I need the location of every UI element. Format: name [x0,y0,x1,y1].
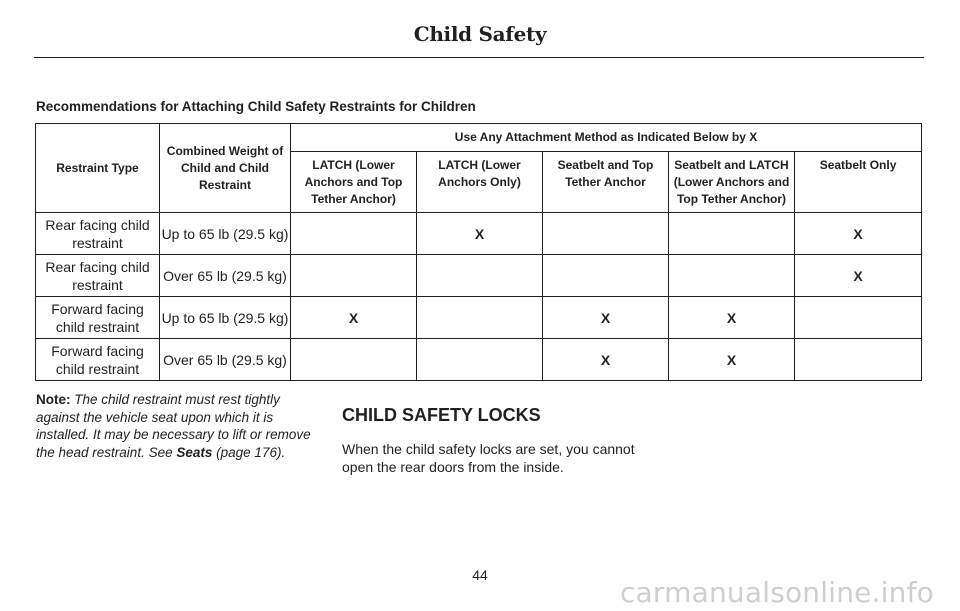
restraint-type-cell: Rear facing child restraint [36,213,160,255]
table-caption: Recommendations for Attaching Child Safety Restraints for Children [36,99,476,114]
header-restraint-type: Restraint Type [36,124,160,213]
method-mark-cell [795,339,922,381]
method-mark-cell [291,255,417,297]
table-row [36,213,922,255]
header-method: Seatbelt Only [795,152,922,213]
weight-cell: Up to 65 lb (29.5 kg) [160,213,291,255]
header-method: LATCH (Lower Anchors and Top Tether Anchor) [291,152,417,213]
method-mark-cell [417,297,543,339]
method-mark-cell [417,255,543,297]
method-mark-cell: X [543,339,669,381]
table-row [36,255,922,297]
page-title: Child Safety [413,22,547,46]
method-mark-cell: X [669,339,795,381]
header-method: LATCH (Lower Anchors Only) [417,152,543,213]
method-mark-cell: X [669,297,795,339]
page-reference: (page 176). [216,444,286,460]
child-restraint-table [35,123,922,381]
restraint-type-cell: Forward facing child restraint [36,339,160,381]
watermark: carmanualsonline.info [619,576,934,609]
method-mark-cell: X [543,297,669,339]
seats-reference-link[interactable]: Seats [176,444,213,460]
method-mark-cell [291,339,417,381]
method-mark-cell: X [291,297,417,339]
method-mark-cell [291,213,417,255]
weight-cell: Up to 65 lb (29.5 kg) [160,297,291,339]
note-paragraph [36,391,321,461]
table-row [36,339,922,381]
weight-cell: Over 65 lb (29.5 kg) [160,255,291,297]
header-attachment-method: Use Any Attachment Method as Indicated Below by X [291,124,922,152]
method-mark-cell [417,339,543,381]
method-mark-cell [543,213,669,255]
note-label: Note: [36,392,71,407]
method-mark-cell [543,255,669,297]
table-row [36,297,922,339]
method-mark-cell [669,255,795,297]
header-method: Seatbelt and Top Tether Anchor [543,152,669,213]
header-combined-weight: Combined Weight of Child and Child Restraint [160,124,291,213]
method-mark-cell: X [417,213,543,255]
method-mark-cell: X [795,255,922,297]
method-mark-cell [795,297,922,339]
method-mark-cell [669,213,795,255]
restraint-type-cell: Rear facing child restraint [36,255,160,297]
page-number: 44 [472,567,488,583]
header-method: Seatbelt and LATCH (Lower Anchors and Top Tether Anchor) [669,152,795,213]
restraint-type-cell: Forward facing child restraint [36,297,160,339]
section-body-text: When the child safety locks are set, you cannot open the rear doors from the inside. [342,441,635,475]
weight-cell: Over 65 lb (29.5 kg) [160,339,291,381]
method-mark-cell: X [795,213,922,255]
section-heading: CHILD SAFETY LOCKS [342,405,541,425]
note-text: The child restraint must rest tightly against the vehicle seat upon which it is installed. It may be necessary to lift or remove the head restraint. See [36,392,311,460]
header-rule [34,57,924,58]
